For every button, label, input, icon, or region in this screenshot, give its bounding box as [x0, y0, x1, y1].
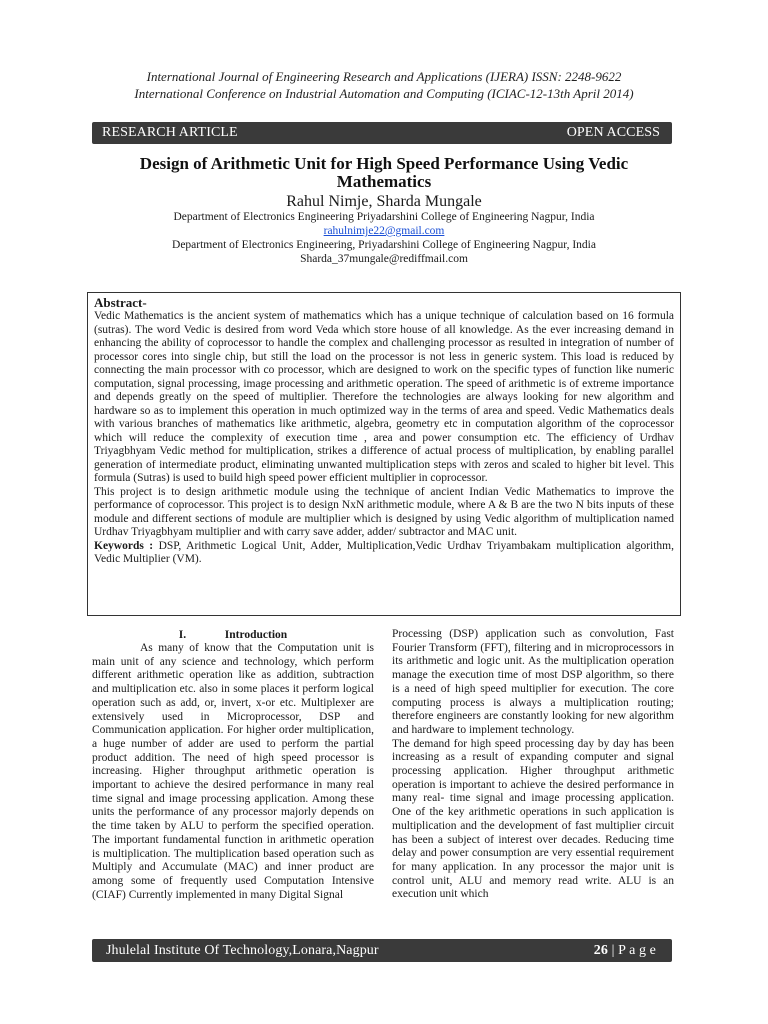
abstract-paragraph-1: Vedic Mathematics is the ancient system of mathematics which has a unique technique of calculation based on 16 formula (sutras). The word Vedic is desired from word Veda which store house of all knowledge. As the ever increasing demand in enhancing the ability of coprocessor to handle the complex and challenging processor as resulted in integration of number of processor cores into single chip, but still the load on the processor is not less in generic system. This load is reduced by connecting the main processor with co processor, which are designed to work on the specific types of function like numeric computation, signal processing, image processing and arithmetic operation. The speed of arithmetic is of extreme importance and depends greatly on the speed of multiplier. Therefore the technologies are always looking for new algorithm and hardware so as to implement this operation in much optimized way in the terms of area and speed. Vedic Mathematics deals with various branches of mathematics like arithmetic, algebra, geometry etc in computation algorithm of the coprocessor which will reduce the complexity of execution time , area and power consumption etc. The efficiency of Urdhav Triyagbhyam Vedic method for multiplication, strikes a difference of actual process of multiplication, by enabling parallel generation of intermediate product, eliminating unwanted multiplication steps with zeros and scaled to higher bit level. This formula (Sutras) is used to build high speed power efficient multiplier in coprocessor. — [94, 310, 674, 484]
footer-banner — [92, 939, 672, 962]
section-heading — [92, 628, 374, 642]
email-2: Sharda_37mungale@rediffmail.com — [300, 253, 468, 265]
intro-paragraph-3: The demand for high speed processing day by day has been increasing as a result of expanding computer and signal processing application. Higher throughput arithmetic operation is important to achieve the desired performance in many real- time signal and image processing application. One of the key arithmetic operations in such application is multiplication and the development of fast multiplier circuit has been a subject of interest over decades. Reducing time delay and power consumption are very essential requirement for many application. In any processor the major unit is control unit, ALU and memory read write. ALU is an execution unit which — [392, 737, 674, 901]
keywords-label: Keywords : — [94, 539, 154, 552]
intro-paragraph-1: As many of know that the Computation unit is main unit of any science and technology, which perform different arithmetic operation like as addition, subtraction and multiplication etc. also in some places it perform logical operation such as add, or, invert, x-or etc. Multiplexer are extensively used in Microprocessor, DSP and Communication application. For higher order multiplication, a huge number of adder are used to perform the partial product addition. The need of high speed processor is increasing. Higher throughput arithmetic operation is important to achieve the desired performance in many real time signal and image processing application. Among these units the performance of any processor majorly depends on the time taken by ALU to perform the specified operation. The important fundamental function in arithmetic operation is multiplication. The multiplication based operation such as Multiply and Accumulate (MAC) and inner product are among some of frequently used Computation Intensive (CIAF) Currently implemented in many Digital Signal — [92, 642, 374, 901]
abstract-heading: Abstract- — [94, 295, 147, 310]
page-indicator — [594, 943, 656, 959]
open-access-label: OPEN ACCESS — [566, 125, 660, 140]
right-column — [392, 628, 674, 902]
intro-paragraph-2: Processing (DSP) application such as convolution, Fast Fourier Transform (FFT), filtering and in microprocessors in its arithmetic and logic unit. As the multiplication operation manage the execution time of most DSP algorithm, so there is a need of high speed multiplier for execution. The core computing process is always a multiplication routing; therefore engineers are constantly looking for new algorithm and hardware to implement technology. — [392, 628, 674, 736]
abstract-paragraph-2: This project is to design arithmetic module using the technique of ancient Indian Vedic Mathematics to improve the performance of coprocessor. This project is to design NxN arithmetic module, where A & B are the two N bits inputs of these module and different sections of module are multiplier which is designed by using Vedic algorithm of multiplication named Urdhav Triyagbhyam multiplier and with carry save adder, adder/ subtractor and MAC unit. — [94, 485, 674, 538]
left-column — [92, 628, 374, 902]
journal-title: International Journal of Engineering Research and Applications (IJERA) ISSN: 2248-9622 — [146, 69, 622, 84]
page-number: 26 — [593, 942, 608, 958]
authors: Rahul Nimje, Sharda Mungale — [286, 193, 482, 210]
keywords — [94, 540, 674, 567]
affiliation-2: Department of Electronics Engineering, Priyadarshini College of Engineering Nagpur, India — [172, 239, 596, 251]
conference-title: International Conference on Industrial Automation and Computing (ICIAC-12-13th April 2014) — [134, 86, 634, 101]
paper-title: Design of Arithmetic Unit for High Speed Performance Using Vedic Mathematics — [139, 154, 629, 191]
section-number: I. — [178, 629, 187, 641]
keywords-text: DSP, Arithmetic Logical Unit, Adder, Multiplication,Vedic Urdhav Triyambakam multiplication algorithm, Vedic Multiplier (VM). — [94, 539, 674, 565]
research-article-label: RESEARCH ARTICLE — [102, 125, 238, 140]
footer-institute: Jhulelal Institute Of Technology,Lonara,Nagpur — [106, 942, 379, 958]
article-type-banner — [92, 122, 672, 144]
page-label: | P a g e — [608, 942, 656, 958]
email-link-1[interactable]: rahulnimje22@gmail.com — [323, 225, 445, 237]
abstract-box — [87, 292, 681, 616]
section-title: Introduction — [224, 629, 288, 641]
affiliation-1: Department of Electronics Engineering Priyadarshini College of Engineering Nagpur, India — [173, 211, 595, 223]
